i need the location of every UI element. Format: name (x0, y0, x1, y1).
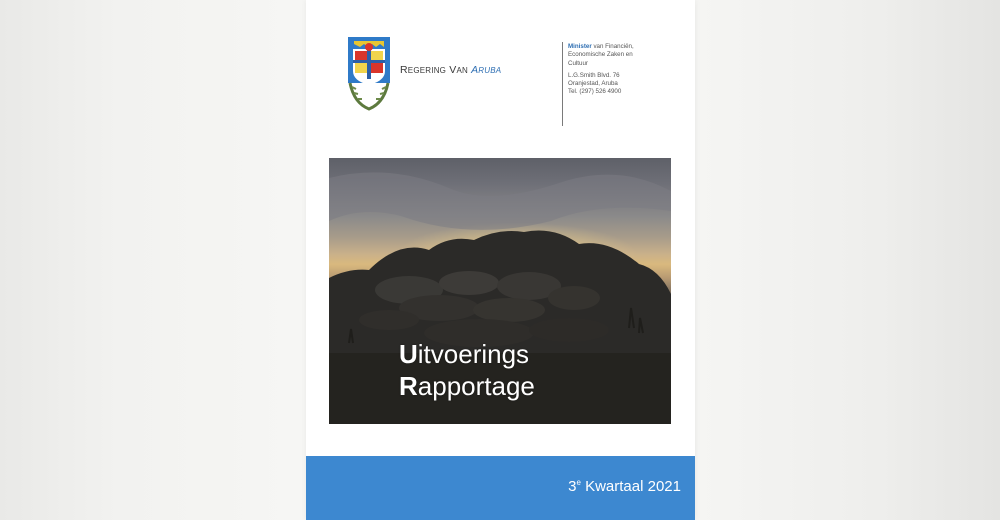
coat-of-arms-logo (346, 37, 392, 111)
document-page (306, 0, 695, 520)
title-line-1: Uitvoerings (399, 339, 530, 369)
header-divider (562, 42, 563, 126)
title-line-2: Rapportage (399, 371, 535, 401)
footer-band (306, 456, 695, 520)
organization-name: REGERING VAN ARUBA (400, 64, 502, 76)
ministry-contact-block: Minister van Financiën, Economische Zaken en Cultuur L.G.Smith Blvd. 76 Oranjestad, Aruba Tel. (297) 526 4900 (568, 43, 634, 96)
cover-photo (329, 158, 671, 424)
document-title (399, 338, 535, 402)
quarter-label: 3e Kwartaal 2021 (568, 478, 681, 495)
